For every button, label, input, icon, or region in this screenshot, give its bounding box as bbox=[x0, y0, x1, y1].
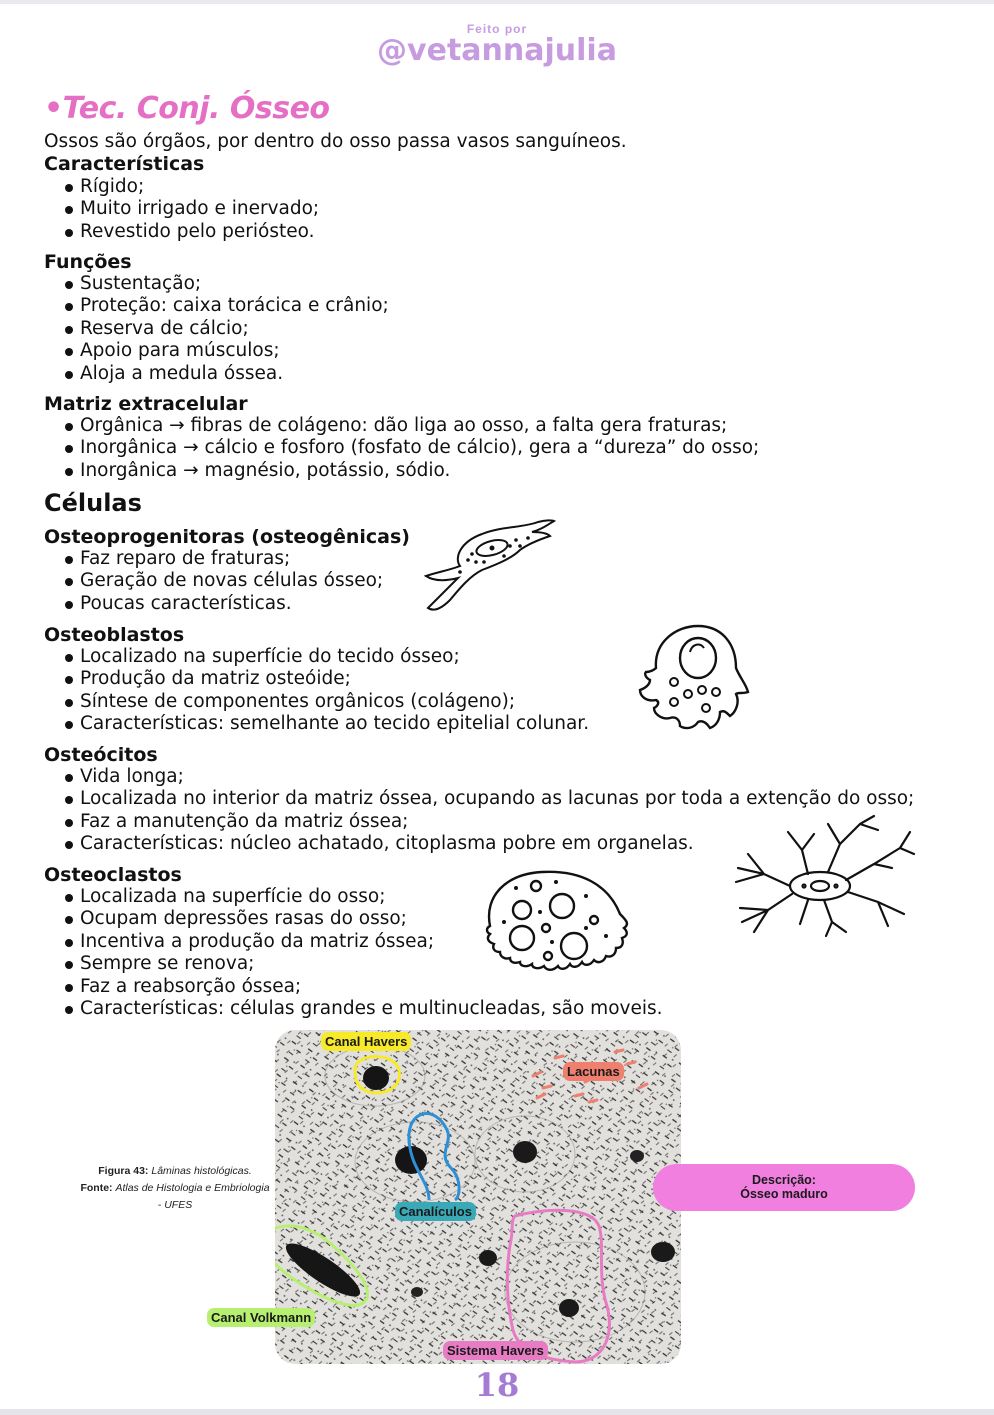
list-item: Faz a reabsorção óssea; bbox=[62, 976, 663, 998]
matriz-list bbox=[62, 415, 759, 482]
list-item: Ocupam depressões rasas do osso; bbox=[62, 908, 663, 930]
list-item: Revestido pelo periósteo. bbox=[62, 221, 319, 243]
top-border bbox=[0, 0, 994, 4]
description-text: Ósseo maduro bbox=[740, 1187, 828, 1201]
list-item: Localizada na superfície do osso; bbox=[62, 886, 663, 908]
caracteristicas-list bbox=[62, 176, 319, 243]
page-title: •Tec. Conj. Ósseo bbox=[44, 91, 330, 126]
list-item: Aloja a medula óssea. bbox=[62, 363, 389, 385]
list-item: Orgânica → fibras de colágeno: dão liga ao osso, a falta gera fraturas; bbox=[62, 415, 759, 437]
list-item: Síntese de componentes orgânicos (colágeno); bbox=[62, 691, 589, 713]
label-canaliculos: Canalículos bbox=[395, 1202, 476, 1221]
osteoprogenitoras-heading: Osteoprogenitoras (osteogênicas) bbox=[44, 526, 410, 548]
list-item: Características: células grandes e multinucleadas, são moveis. bbox=[62, 998, 663, 1020]
list-item: Rígido; bbox=[62, 176, 319, 198]
intro-text: Ossos são órgãos, por dentro do osso passa vasos sanguíneos. bbox=[44, 131, 627, 152]
osteoblastos-heading: Osteoblastos bbox=[44, 624, 185, 646]
list-item: Faz reparo de fraturas; bbox=[62, 548, 383, 570]
osteoprogenitoras-list bbox=[62, 548, 383, 615]
list-item: Faz a manutenção da matriz óssea; bbox=[62, 811, 914, 833]
caption-label: Figura 43: bbox=[98, 1165, 149, 1177]
osteoclastos-heading: Osteoclastos bbox=[44, 864, 182, 886]
osteoblast-cell-icon bbox=[636, 622, 752, 732]
author-handle: @vetannajulia bbox=[377, 33, 617, 68]
list-item: Localizado na superfície do tecido ósseo; bbox=[62, 646, 589, 668]
list-item: Produção da matriz osteóide; bbox=[62, 668, 589, 690]
list-item: Inorgânica → magnésio, potássio, sódio. bbox=[62, 460, 759, 482]
funcoes-heading: Funções bbox=[44, 251, 132, 273]
caption-text: Lâminas histológicas. bbox=[151, 1165, 252, 1177]
list-item: Reserva de cálcio; bbox=[62, 318, 389, 340]
list-item: Proteção: caixa torácica e crânio; bbox=[62, 295, 389, 317]
list-item: Características: núcleo achatado, citoplasma pobre em organelas. bbox=[62, 833, 914, 855]
celulas-heading: Células bbox=[44, 489, 142, 517]
list-item: Características: semelhante ao tecido epitelial colunar. bbox=[62, 713, 589, 735]
list-item: Incentiva a produção da matriz óssea; bbox=[62, 931, 663, 953]
list-item: Localizada no interior da matriz óssea, ocupando as lacunas por toda a extenção do osso; bbox=[62, 788, 914, 810]
funcoes-list bbox=[62, 273, 389, 385]
label-sistema-havers: Sistema Havers bbox=[443, 1341, 548, 1360]
source-label: Fonte: bbox=[80, 1182, 113, 1194]
source-text: Atlas de Histologia e Embriologia - UFES bbox=[115, 1182, 270, 1211]
caracteristicas-heading: Características bbox=[44, 153, 205, 175]
description-pill bbox=[653, 1164, 915, 1211]
label-lacunas: Lacunas bbox=[563, 1062, 624, 1081]
osteocitos-heading: Osteócitos bbox=[44, 744, 158, 766]
matriz-heading: Matriz extracelular bbox=[44, 393, 248, 415]
list-item: Apoio para músculos; bbox=[62, 340, 389, 362]
osteoprogenitor-cell-icon bbox=[420, 516, 560, 616]
label-canal-volkmann: Canal Volkmann bbox=[207, 1308, 315, 1327]
osteoclast-cell-icon bbox=[476, 866, 632, 982]
list-item: Poucas características. bbox=[62, 593, 383, 615]
list-item: Inorgânica → cálcio e fosforo (fosfato de cálcio), gera a “dureza” do osso; bbox=[62, 437, 759, 459]
osteoblastos-list bbox=[62, 646, 589, 736]
list-item: Sempre se renova; bbox=[62, 953, 663, 975]
list-item: Vida longa; bbox=[62, 766, 914, 788]
list-item: Muito irrigado e inervado; bbox=[62, 198, 319, 220]
list-item: Sustentação; bbox=[62, 273, 389, 295]
made-by-label: Feito por bbox=[466, 22, 528, 36]
description-title: Descrição: bbox=[752, 1173, 816, 1187]
list-item: Geração de novas células ósseo; bbox=[62, 570, 383, 592]
osteocyte-cell-icon bbox=[728, 810, 918, 940]
figure-caption bbox=[80, 1163, 270, 1214]
label-canal-havers: Canal Havers bbox=[321, 1032, 411, 1051]
bottom-border bbox=[0, 1409, 994, 1415]
page-number: 18 bbox=[474, 1366, 520, 1404]
